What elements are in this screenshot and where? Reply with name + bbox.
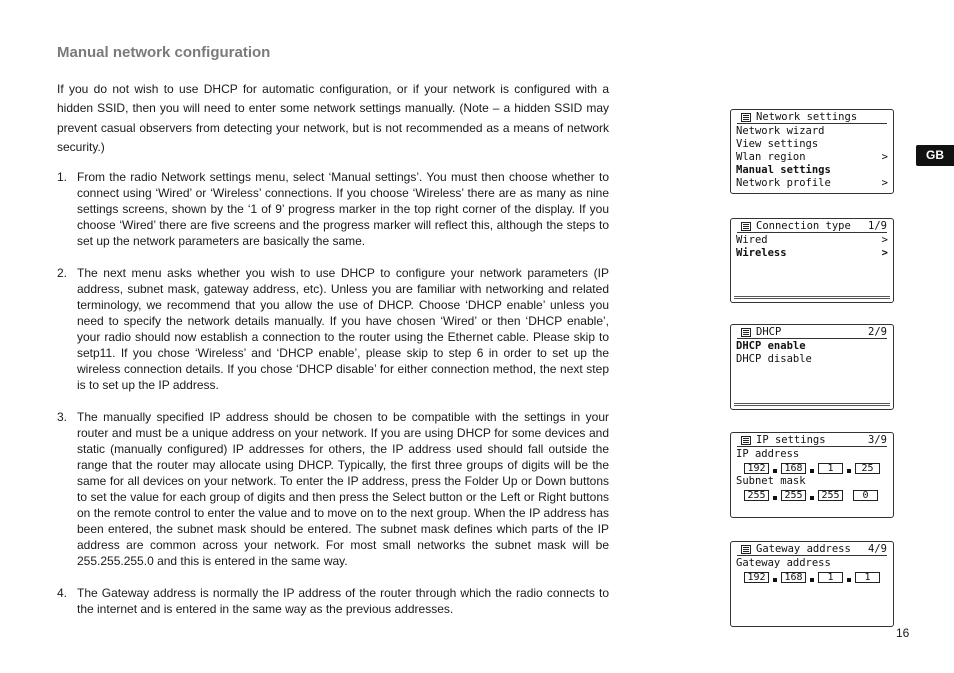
screen-gateway-address [730,541,894,627]
gateway-address-label: Gateway address [736,557,831,569]
gateway-octet: 1 [818,572,843,583]
ip-address-label: IP address [736,448,800,460]
subnet-mask-label: Subnet mask [736,475,806,487]
menu-item-view-settings: View settings [736,138,819,150]
mask-octet: 255 [744,490,769,501]
ip-octet: 168 [781,463,806,474]
menu-item-wlan-region: Wlan region > [736,151,888,163]
step-text: The next menu asks whether you wish to use DHCP to configure your network parameters (IP address, subnet mask, gateway address, etc). Unless you are familiar with networking and related terminology, we recommend that you allow the use of DHCP. Choose ‘DHCP enable’ unless you need to specify the network details manually. If you have chosen ‘Wired’ or then ‘DHCP enable’, your radio should now establish a connection to the router using the Ethernet cable. Please skip to setp11. If you chose ‘Wireless’ and ‘DHCP enable’, please skip to step 6 in order to set up the wireless connection details. If you chose ‘DHCP disable’ for either connection method, the next step is to set up the IP address. [77,266,609,392]
ip-octet: 25 [855,463,880,474]
menu-item-manual-settings: Manual settings [736,164,831,176]
list-icon [741,328,751,337]
chevron-right-icon: > [881,151,888,163]
mask-octet: 255 [818,490,843,501]
screen-network-settings [730,109,894,194]
section-heading: Manual network configuration [57,44,271,61]
step-item [57,409,609,569]
intro-paragraph: If you do not wish to use DHCP for automatic configuration, or if your network is configured with a hidden SSID, then you will need to enter some network settings manually. (Note – a hidden SSID may prevent casual observers from detecting your network, but is not recommended as a means of network security.) [57,82,609,154]
screen-title: Gateway address [756,543,851,555]
step-item [57,265,609,393]
subnet-mask-fields [736,488,888,502]
menu-item-dhcp-enable: DHCP enable [736,340,806,352]
chevron-right-icon: > [881,177,888,189]
step-number: 1. [57,170,68,184]
step-number: 4. [57,586,68,600]
menu-item-dhcp-disable: DHCP disable [736,353,812,365]
chevron-right-icon: > [881,234,888,246]
screen-connection-type [730,218,894,303]
mask-octet: 0 [853,490,878,501]
screen-ip-settings [730,432,894,518]
progress-marker: 4/9 [868,543,887,555]
screen-title-bar [737,111,887,124]
mask-octet: 255 [781,490,806,501]
menu-item-network-wizard: Network wizard [736,125,825,137]
screen-title-bar [737,220,887,233]
list-icon [741,545,751,554]
step-item [57,585,609,617]
language-tab: GB [916,145,954,166]
step-text: The Gateway address is normally the IP address of the router through which the radio connects to the internet and is entered in the same way as the previous addresses. [77,586,609,616]
screen-title: DHCP [756,326,782,338]
progress-marker: 1/9 [868,220,887,232]
step-item [57,169,609,249]
screen-title: IP settings [756,434,826,446]
ip-octet: 192 [744,463,769,474]
screen-title: Connection type [756,220,851,232]
gateway-octet: 192 [744,572,769,583]
gateway-octet: 1 [855,572,880,583]
chevron-right-icon: > [881,247,888,259]
menu-item-network-profile: Network profile > [736,177,888,189]
list-icon [741,436,751,445]
screen-title-bar [737,434,887,447]
progress-marker: 2/9 [868,326,887,338]
progress-marker: 3/9 [868,434,887,446]
screen-title-bar [737,326,887,339]
step-number: 2. [57,266,68,280]
ip-octet: 1 [818,463,843,474]
step-text: The manually specified IP address should be chosen to be compatible with the settings in your router and must be a unique address on your network. If you are using DHCP for some devices and static (manually configured) IP addresses for others, the IP address used should fall outside the range that the router may allocate using DHCP. Typically, the first three groups of digits will be the same for all devices on your network. To enter the IP address, press the Folder Up or Down buttons to set the value for each group of digits and then press the Select button or the Left or Right buttons on the remote control to enter the value and to move on to the next group. When the IP address has been entered, the subnet mask should be entered. The subnet mask defines which parts of the IP address are common across your network. For most small networks the subnet mask will be 255.255.255.0 and this is entered in the same way. [77,410,609,568]
screen-bottom-rule [734,403,890,406]
menu-item-wired: Wired > [736,234,888,246]
gateway-address-fields [736,570,888,584]
gateway-octet: 168 [781,572,806,583]
screen-title-bar [737,543,887,556]
steps-list [57,169,609,633]
step-number: 3. [57,410,68,424]
list-icon [741,113,751,122]
ip-address-fields [736,461,888,475]
screen-bottom-rule [734,296,890,299]
screen-dhcp [730,324,894,410]
menu-item-wireless: Wireless > [736,247,888,259]
screen-title: Network settings [756,111,858,123]
list-icon [741,222,751,231]
step-text: From the radio Network settings menu, select ‘Manual settings’. You must then choose whether to connect using ‘Wired’ or ‘Wireless’ connections. If you choose ‘Wireless’ there are as many as nine settings screens, shown by the ‘1 of 9’ progress marker in the top right corner of the display. If you choose ‘Wired’ there are five screens and the progress marker will reflect this, although the steps to set up the network parameters are basically the same. [77,170,609,248]
page-number: 16 [896,626,910,640]
